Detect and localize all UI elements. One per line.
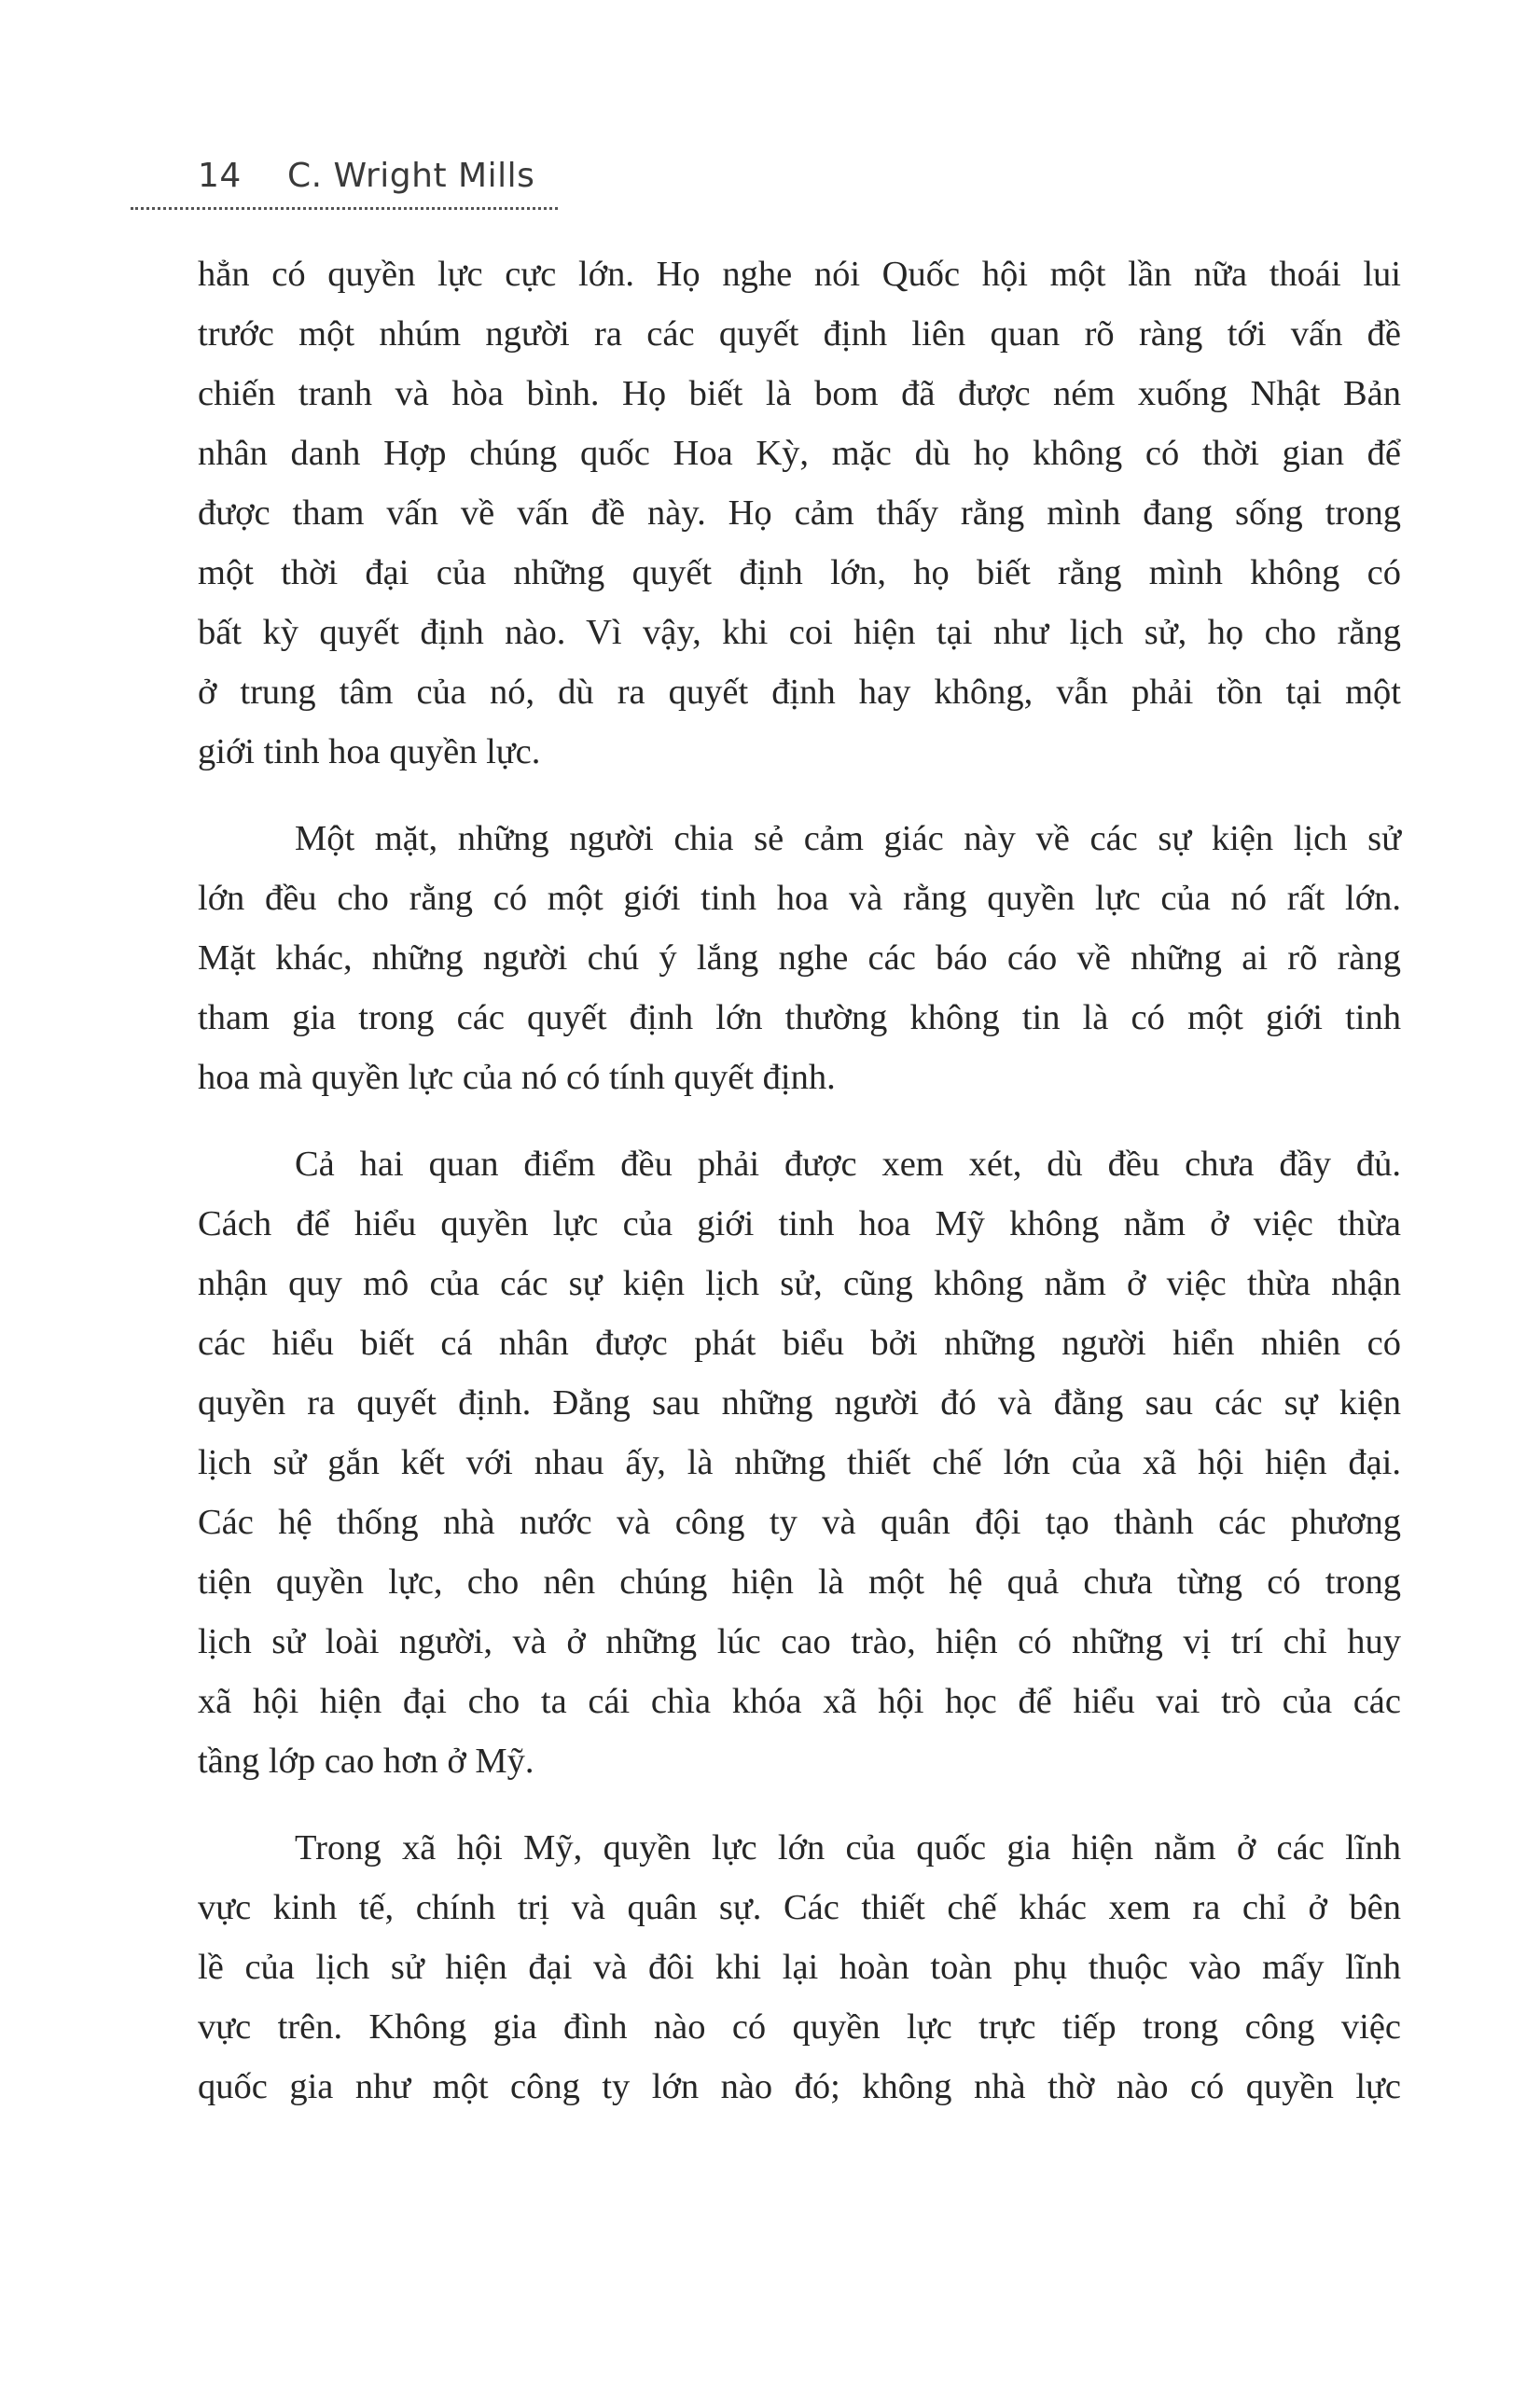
- text-line: xã hội hiện đại cho ta cái chìa khóa xã hội học để hiểu vai trò của các: [198, 1682, 1401, 1721]
- text-line: quyền ra quyết định. Đằng sau những người đó và đằng sau các sự kiện: [198, 1383, 1401, 1423]
- text-line: được tham vấn về vấn đề này. Họ cảm thấy rằng mình đang sống trong: [198, 493, 1401, 533]
- text-line: hoa mà quyền lực của nó có tính quyết định.: [198, 1058, 836, 1097]
- text-line: ở trung tâm của nó, dù ra quyết định hay không, vẫn phải tồn tại một: [198, 673, 1401, 712]
- text-line: lớn đều cho rằng có một giới tinh hoa và rằng quyền lực của nó rất lớn.: [198, 879, 1401, 918]
- paragraph-3: [198, 1134, 1401, 1791]
- paragraph-1: [198, 244, 1401, 782]
- text-line: một thời đại của những quyết định lớn, họ biết rằng mình không có: [198, 553, 1401, 592]
- text-line: Một mặt, những người chia sẻ cảm giác này về các sự kiện lịch sử: [295, 819, 1401, 858]
- paragraph-4: [198, 1818, 1401, 2117]
- text-line: Các hệ thống nhà nước và công ty và quân đội tạo thành các phương: [198, 1503, 1401, 1542]
- text-line: Trong xã hội Mỹ, quyền lực lớn của quốc gia hiện nằm ở các lĩnh: [295, 1828, 1401, 1867]
- text-line: vực trên. Không gia đình nào có quyền lực trực tiếp trong công việc: [198, 2007, 1401, 2047]
- text-line: giới tinh hoa quyền lực.: [198, 732, 541, 771]
- paragraph-2: [198, 809, 1401, 1107]
- text-line: các hiểu biết cá nhân được phát biểu bởi những người hiển nhiên có: [198, 1324, 1401, 1363]
- text-line: Cả hai quan điểm đều phải được xem xét, dù đều chưa đầy đủ.: [295, 1145, 1401, 1184]
- text-line: nhân danh Hợp chúng quốc Hoa Kỳ, mặc dù họ không có thời gian để: [198, 434, 1401, 473]
- text-line: Mặt khác, những người chú ý lắng nghe các báo cáo về những ai rõ ràng: [198, 938, 1401, 978]
- header-dotted-rule: [131, 207, 558, 210]
- body-text: [198, 244, 1401, 2117]
- text-line: vực kinh tế, chính trị và quân sự. Các thiết chế khác xem ra chỉ ở bên: [198, 1888, 1401, 1927]
- text-line: lịch sử gắn kết với nhau ấy, là những thiết chế lớn của xã hội hiện đại.: [198, 1443, 1401, 1482]
- text-line: trước một nhúm người ra các quyết định liên quan rõ ràng tới vấn đề: [198, 314, 1401, 354]
- text-line: Cách để hiểu quyền lực của giới tinh hoa Mỹ không nằm ở việc thừa: [198, 1204, 1401, 1243]
- text-line: chiến tranh và hòa bình. Họ biết là bom đã được ném xuống Nhật Bản: [198, 374, 1401, 413]
- page-number: 14: [198, 157, 242, 195]
- text-line: quốc gia như một công ty lớn nào đó; không nhà thờ nào có quyền lực: [198, 2067, 1401, 2106]
- text-line: tiện quyền lực, cho nên chúng hiện là một hệ quả chưa từng có trong: [198, 1562, 1401, 1602]
- text-line: tham gia trong các quyết định lớn thường không tin là có một giới tinh: [198, 998, 1401, 1037]
- text-line: lịch sử loài người, và ở những lúc cao trào, hiện có những vị trí chỉ huy: [198, 1622, 1401, 1661]
- running-header: [198, 157, 534, 195]
- author-name: C. Wright Mills: [287, 157, 535, 195]
- text-line: bất kỳ quyết định nào. Vì vậy, khi coi hiện tại như lịch sử, họ cho rằng: [198, 613, 1401, 652]
- text-line: hẳn có quyền lực cực lớn. Họ nghe nói Quốc hội một lần nữa thoái lui: [198, 255, 1401, 294]
- text-line: lề của lịch sử hiện đại và đôi khi lại hoàn toàn phụ thuộc vào mấy lĩnh: [198, 1948, 1401, 1987]
- text-line: nhận quy mô của các sự kiện lịch sử, cũng không nằm ở việc thừa nhận: [198, 1264, 1401, 1303]
- text-line: tầng lớp cao hơn ở Mỹ.: [198, 1742, 534, 1781]
